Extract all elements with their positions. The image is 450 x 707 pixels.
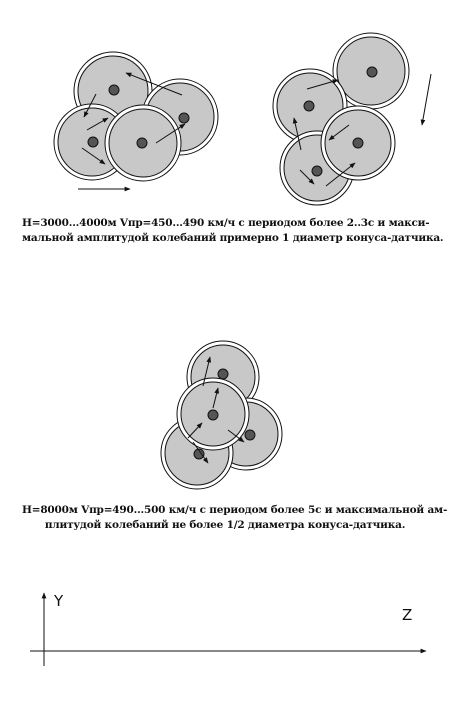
cone-center-dot bbox=[218, 369, 228, 379]
axes bbox=[30, 592, 426, 666]
caption-top-line-1: H=3000...4000м Vпр=450...490 км/ч с периодом более 2..3с и макси- bbox=[22, 217, 430, 229]
cone-center-dot bbox=[109, 85, 119, 95]
cone-center-dot bbox=[137, 138, 147, 148]
cone-group-middle bbox=[161, 341, 282, 489]
cone-center-dot bbox=[304, 101, 314, 111]
cone-center-dot bbox=[208, 410, 218, 420]
cone-center-dot bbox=[179, 113, 189, 123]
caption-bottom bbox=[22, 503, 448, 533]
flow-direction-arrow bbox=[422, 74, 431, 125]
cone-center-dot bbox=[245, 430, 255, 440]
z-axis-label: Z bbox=[402, 606, 413, 624]
cone-group-top-left bbox=[54, 52, 218, 189]
caption-top-line-2: мальной амплитудой колебаний примерно 1 диаметр конуса-датчика. bbox=[22, 232, 444, 244]
cone-center-dot bbox=[88, 137, 98, 147]
y-axis-label: Y bbox=[54, 592, 64, 610]
cone-center-dot bbox=[312, 166, 322, 176]
cone-sensor bbox=[105, 105, 181, 181]
caption-bottom-line-1: H=8000м Vпр=490...500 км/ч с периодом более 5с и максимальной ам- bbox=[22, 504, 448, 516]
cone-center-dot bbox=[353, 138, 363, 148]
cone-center-dot bbox=[367, 67, 377, 77]
caption-top bbox=[22, 216, 444, 246]
caption-bottom-line-2: плитудой колебаний не более 1/2 диаметра конуса-датчика. bbox=[44, 519, 406, 531]
cone-group-top-right bbox=[273, 33, 431, 205]
cone-sensor bbox=[177, 378, 249, 450]
cone-sensor bbox=[321, 106, 395, 180]
